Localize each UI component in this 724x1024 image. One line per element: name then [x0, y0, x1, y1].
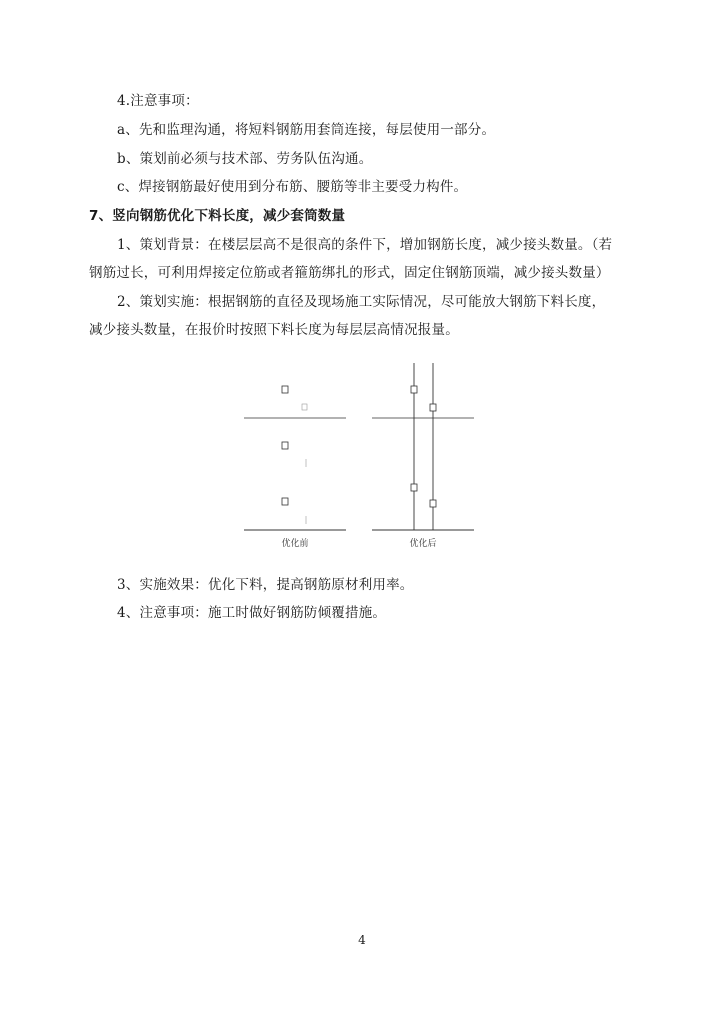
paragraph-1-line-1: 1、策划背景：在楼层层高不是很高的条件下，增加钢筋长度，减少接头数量。（若 — [117, 237, 613, 253]
note-item-b: b、策划前必须与技术部、劳务队伍沟通。 — [117, 151, 373, 167]
coupler-before-1 — [282, 386, 288, 393]
coupler-before-3 — [282, 442, 288, 449]
paragraph-2-line-1: 2、策划实施：根据钢筋的直径及现场施工实际情况，尽可能放大钢筋下料长度， — [117, 294, 606, 310]
coupler-after-4 — [430, 500, 436, 507]
coupler-before-4 — [282, 498, 288, 505]
rebar-splice-diagram — [236, 355, 486, 555]
section-heading: 7、竖向钢筋优化下料长度，减少套筒数量 — [89, 208, 346, 224]
note-item-c: c、焊接钢筋最好使用到分布筋、腰筋等非主要受力构件。 — [117, 179, 468, 195]
paragraph-1-line-2: 钢筋过长，可利用焊接定位筋或者箍筋绑扎的形式，固定住钢筋顶端，减少接头数量） — [89, 265, 610, 281]
coupler-after-1 — [411, 386, 417, 393]
label-before: 优化前 — [281, 539, 309, 549]
paragraph-4: 4、注意事项：施工时做好钢筋防倾覆措施。 — [117, 605, 387, 621]
coupler-before-2 — [302, 404, 307, 410]
paragraph-2-line-2: 减少接头数量，在报价时按照下料长度为每层层高情况报量。 — [89, 322, 459, 338]
coupler-after-3 — [411, 484, 417, 491]
paragraph-3: 3、实施效果：优化下料，提高钢筋原材利用率。 — [117, 577, 414, 593]
page-number: 4 — [358, 933, 366, 947]
note-item-a: a、先和监理沟通，将短料钢筋用套筒连接，每层使用一部分。 — [117, 122, 496, 138]
diagram-svg — [236, 355, 486, 555]
label-after: 优化后 — [409, 539, 437, 549]
coupler-after-2 — [430, 404, 436, 411]
notes-title: 4.注意事项： — [117, 93, 199, 109]
